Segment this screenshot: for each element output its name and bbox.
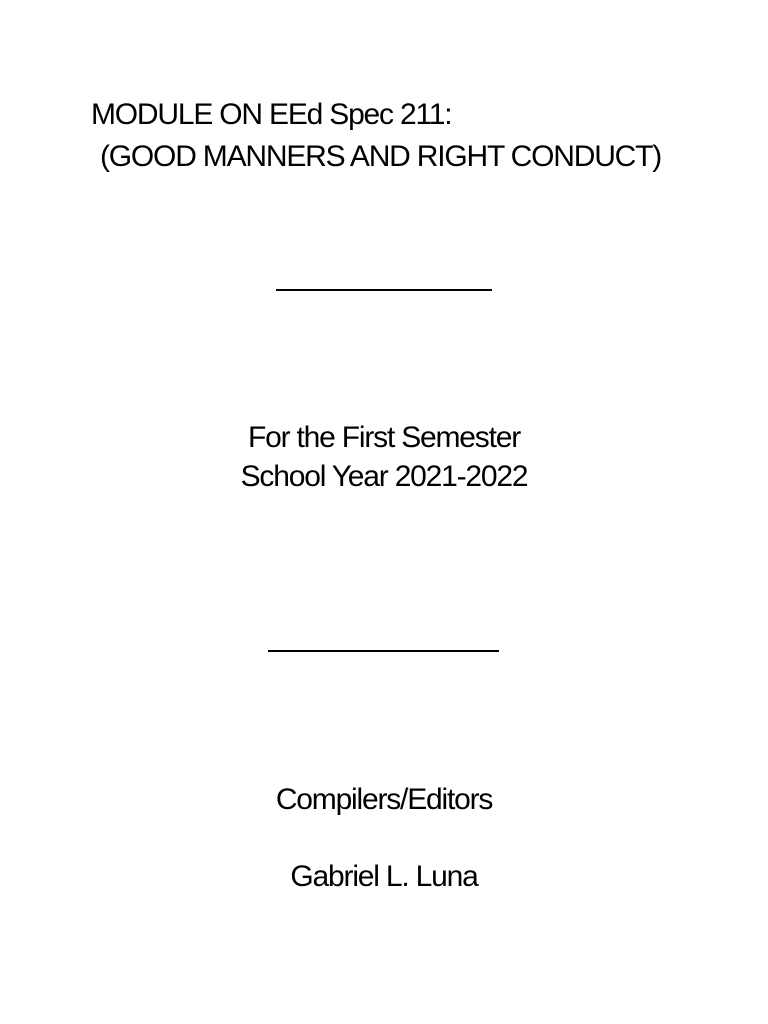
compilers-heading: Compilers/Editors (275, 783, 493, 816)
divider-line (268, 650, 499, 652)
module-subtitle: (GOOD MANNERS AND RIGHT CONDUCT) (100, 140, 662, 173)
divider-line (276, 289, 492, 291)
editor-name: Gabriel L. Luna (290, 860, 478, 893)
semester-label: For the First Semester (247, 421, 520, 454)
module-title: MODULE ON EEd Spec 211: (91, 98, 452, 131)
school-year-label: School Year 2021-2022 (240, 460, 528, 493)
